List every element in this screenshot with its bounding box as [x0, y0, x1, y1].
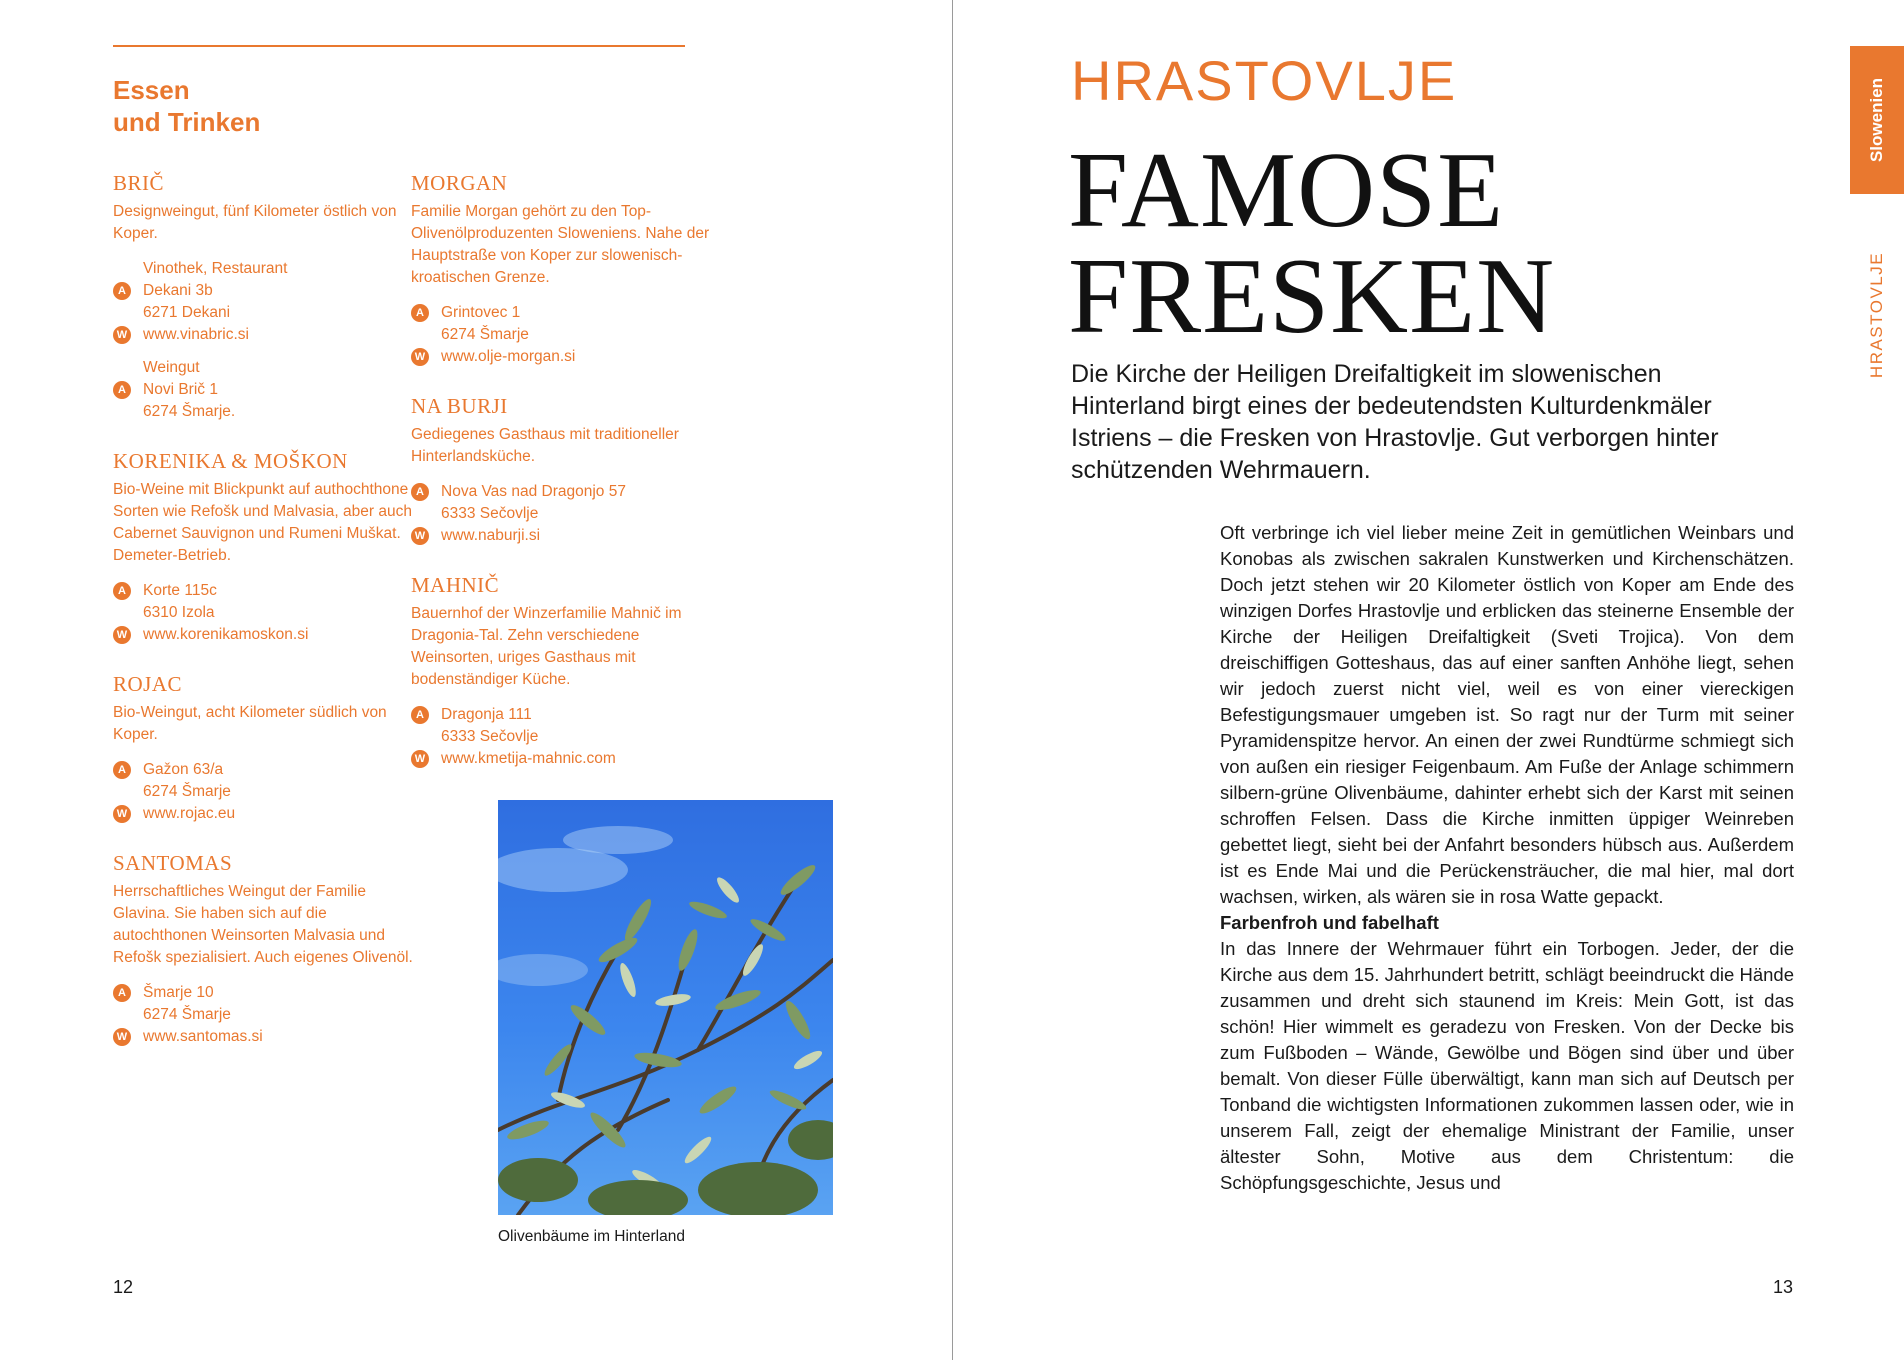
listing-column-2	[411, 170, 711, 795]
body-paragraph: Oft verbringe ich viel lieber meine Zeit in gemütlichen Weinbars und Konobas als zwischen sakralen Kunstwerken und Kirchenschätzen. Doch jetzt stehen wir 20 Kilometer östlich von Koper am Ende des winzigen Dorfes Hrastovlje und erblicken das steinerne Ensemble der Kirche der Heiligen Dreifaltigkeit (Sveti Trojica). Von dem dreischiffigen Gotteshaus, das auf einer sanften Anhöhe liegt, sehen wir jedoch zuerst nicht viel, weil es von einer viereckigen Befestigungsmauer umgeben ist. So ragt nur der Turm mit seiner Pyramidenspitze hervor. An einen der zwei Rundtürme schmiegt sich von außen ein riesiger Feigenbaum. Am Fuße der Anlage schimmern silbern-grüne Olivenbäume, dahinter erhebt sich der Karst mit seinen schroffen Felsen. Dass die Kirche inmitten üppiger Weinreben gebettet liegt, sieht bei der Anfahrt besonders hübsch aus. Außerdem ist es Ende Mai und die Perückensträucher, die mal hier, mal dort wachsen, wirken, als wären sie in rosa Watte gepackt.	[1220, 522, 1794, 907]
listing-contact-block	[113, 759, 413, 825]
address-badge-icon: A	[113, 761, 131, 779]
listing-column-1	[113, 170, 413, 1073]
listing-description: Designweingut, fünf Kilometer östlich von Koper.	[113, 203, 397, 242]
listing-website[interactable]	[411, 748, 711, 770]
listing-line-text: Novi Brič 1	[143, 381, 218, 398]
listing-entry	[113, 448, 413, 646]
section-title-line: und Trinken	[113, 107, 261, 137]
address-badge-icon: A	[113, 984, 131, 1002]
page-number: 13	[1772, 1277, 1793, 1297]
listing-detail	[113, 781, 413, 803]
section-title-line: Essen	[113, 75, 190, 105]
listing-description: Gediegenes Gasthaus mit traditioneller Hinterlandsküche.	[411, 426, 679, 465]
listing-name: ROJAC	[113, 672, 183, 696]
listing-name: BRIČ	[113, 171, 165, 195]
listing-entry	[411, 393, 711, 547]
subheading: Farbenfroh und fabelhaft	[1220, 912, 1439, 933]
listing-line-text: www.kmetija-mahnic.com	[441, 750, 616, 767]
listing-description: Herrschaftliches Weingut der Familie Glavina. Sie haben sich auf die autochthonen Weinsorten Malvasia und Refošk spezialisiert. Auch eigenes Olivenöl.	[113, 883, 413, 966]
listing-line-text: 6274 Šmarje	[143, 1006, 231, 1023]
listing-line-text: www.santomas.si	[143, 1028, 263, 1045]
listing-address	[113, 379, 413, 401]
listing-name: SANTOMAS	[113, 851, 233, 875]
listing-detail	[113, 357, 413, 379]
address-badge-icon: A	[411, 706, 429, 724]
web-badge-icon: W	[411, 348, 429, 366]
web-badge-icon: W	[113, 1028, 131, 1046]
listing-entry	[113, 850, 413, 1048]
body-paragraph: In das Innere der Wehrmauer führt ein Torbogen. Jeder, der die Kirche aus dem 15. Jahrhundert betritt, schlägt beeindruckt die Hände zusammen und dreht sich staunend im Kreis: Mein Gott, ist das schön! Hier wimmelt es geradezu von Fresken. Von der Decke bis zum Fußboden – Wände, Gewölbe und Bögen sind über und über bemalt. Von dieser Fülle überwältigt, kann man sich auf Deutsch per Tonband die wichtigsten Informationen zukommen lassen oder, wie in unserem Fall, zeigt der ehemalige Ministrant der Familie, unser ältester Sohn, Motive aus dem Christentum: die Schöpfungsgeschichte, Jesus und	[1220, 938, 1794, 1193]
listing-contact-block	[411, 704, 711, 770]
listing-name: NA BURJI	[411, 394, 508, 418]
listing-line-text: Weingut	[143, 359, 200, 376]
listing-line-text: www.korenikamoskon.si	[143, 626, 309, 643]
listing-contact-block	[113, 258, 413, 346]
listing-line-text: Nova Vas nad Dragonjo 57	[441, 483, 626, 500]
listing-contact-block	[411, 302, 711, 368]
listing-description: Familie Morgan gehört zu den Top-Olivenölproduzenten Sloweniens. Nahe der Hauptstraße von Koper zur slowenisch-kroatischen Grenze.	[411, 203, 710, 286]
listing-entry	[411, 170, 711, 368]
listing-line-text: Šmarje 10	[143, 984, 214, 1001]
listing-line-text: 6310 Izola	[143, 604, 215, 621]
section-side-label: HRASTOVLJE	[1867, 251, 1886, 379]
address-badge-icon: A	[113, 582, 131, 600]
listing-detail	[411, 324, 711, 346]
listing-address	[411, 704, 711, 726]
chapter-tab-label: Slowenien	[1867, 77, 1886, 163]
right-page	[953, 0, 1904, 1360]
photo-caption: Olivenbäume im Hinterland	[498, 1228, 685, 1245]
listing-entry	[113, 671, 413, 825]
listing-address	[113, 982, 413, 1004]
listing-line-text: 6274 Šmarje	[441, 326, 529, 343]
listing-address	[113, 280, 413, 302]
listing-line-text: 6271 Dekani	[143, 304, 231, 321]
listing-website[interactable]	[113, 324, 413, 346]
web-badge-icon: W	[411, 527, 429, 545]
listing-line-text: Dekani 3b	[143, 282, 213, 299]
listing-line-text: 6333 Sečovlje	[441, 728, 539, 745]
listing-line-text: Gažon 63/a	[143, 761, 224, 778]
listing-detail	[113, 1004, 413, 1026]
listing-line-text: 6274 Šmarje	[143, 783, 231, 800]
chapter-tab	[1850, 46, 1904, 194]
listing-detail	[113, 401, 413, 423]
article-body	[1220, 520, 1794, 1196]
listing-website[interactable]	[113, 803, 413, 825]
headline-line: FAMOSE	[1068, 131, 1505, 250]
listing-contact-block	[113, 982, 413, 1048]
address-badge-icon: A	[411, 304, 429, 322]
section-title	[113, 74, 260, 138]
listing-detail	[113, 602, 413, 624]
listing-line-text: www.vinabric.si	[143, 326, 249, 343]
listing-address	[411, 481, 711, 503]
listing-name: KORENIKA & MOŠKON	[113, 449, 348, 473]
address-badge-icon: A	[411, 483, 429, 501]
address-badge-icon: A	[113, 282, 131, 300]
web-badge-icon: W	[113, 805, 131, 823]
web-badge-icon: W	[411, 750, 429, 768]
listing-contact-block	[113, 580, 413, 646]
listing-detail	[411, 503, 711, 525]
listing-line-text: Korte 115c	[143, 582, 217, 599]
section-rule	[113, 45, 685, 47]
listing-website[interactable]	[411, 346, 711, 368]
listing-contact-block	[411, 481, 711, 547]
listing-line-text: Dragonja 111	[441, 706, 532, 723]
listing-entry	[113, 170, 413, 423]
listing-detail	[411, 726, 711, 748]
listing-detail	[113, 302, 413, 324]
listing-description: Bio-Weingut, acht Kilometer südlich von Koper.	[113, 704, 387, 743]
web-badge-icon: W	[113, 626, 131, 644]
listing-line-text: www.rojac.eu	[143, 805, 236, 822]
web-badge-icon: W	[113, 326, 131, 344]
headline-line: FRESKEN	[1068, 237, 1556, 356]
listing-line-text: Vinothek, Restaurant	[143, 260, 288, 277]
headline	[1068, 131, 1556, 356]
listing-address	[113, 580, 413, 602]
listing-line-text: Grintovec 1	[441, 304, 521, 321]
listing-address	[113, 759, 413, 781]
address-badge-icon: A	[113, 381, 131, 399]
lead-paragraph: Die Kirche der Heiligen Dreifaltigkeit im slowenischen Hinterland birgt eines der bedeutendsten Kulturdenkmäler Istriens – die Fresken von Hrastovlje. Gut verborgen hinter schützenden Wehrmauern.	[1071, 360, 1719, 484]
listing-name: MORGAN	[411, 171, 508, 195]
page-number: 12	[113, 1277, 134, 1297]
listing-line-text: www.naburji.si	[441, 527, 541, 544]
listing-address	[411, 302, 711, 324]
listing-line-text: 6333 Sečovlje	[441, 505, 539, 522]
listing-entry	[411, 572, 711, 770]
listing-website[interactable]	[411, 525, 711, 547]
listing-website[interactable]	[113, 624, 413, 646]
listing-website[interactable]	[113, 1026, 413, 1048]
listing-description: Bauernhof der Winzerfamilie Mahnič im Dragonia-Tal. Zehn verschiedene Weinsorten, uriges Gasthaus mit bodenständiger Küche.	[411, 605, 682, 688]
olive-tree-photo	[498, 800, 833, 1215]
listing-contact-block	[113, 357, 413, 423]
listing-detail	[113, 258, 413, 280]
listing-name: MAHNIČ	[411, 573, 500, 597]
kicker: HRASTOVLJE	[1071, 49, 1458, 112]
listing-description: Bio-Weine mit Blickpunkt auf authochthone Sorten wie Refošk und Malvasia, aber auch Cabernet Sauvignon und Rumeni Muškat. Demeter-Betrieb.	[113, 481, 412, 564]
listing-line-text: www.olje-morgan.si	[441, 348, 576, 365]
listing-line-text: 6274 Šmarje.	[143, 403, 236, 420]
